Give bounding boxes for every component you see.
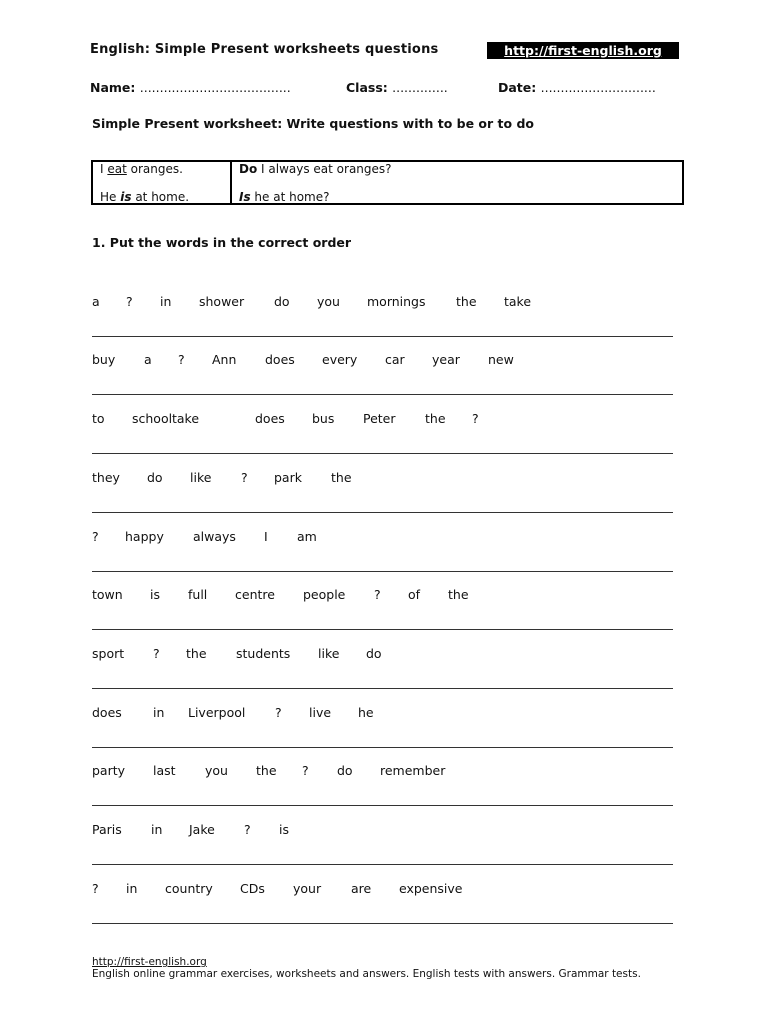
scrambled-word: he	[358, 705, 374, 720]
scrambled-word: is	[150, 587, 160, 602]
scrambled-word: do	[337, 763, 353, 778]
scrambled-word: new	[488, 352, 514, 367]
scrambled-word: ?	[275, 705, 282, 720]
scrambled-word: happy	[125, 529, 164, 544]
example-statement-1: I eat oranges.	[100, 162, 183, 176]
class-field[interactable]	[346, 80, 448, 95]
answer-line[interactable]	[92, 923, 673, 924]
table-divider	[230, 162, 232, 203]
question-row	[92, 529, 673, 545]
footer-text: English online grammar exercises, worksheets and answers. English tests with answers. Grammar tests.	[92, 968, 641, 980]
scrambled-word: the	[456, 294, 477, 309]
answer-line[interactable]	[92, 629, 673, 630]
scrambled-word: always	[193, 529, 236, 544]
answer-line[interactable]	[92, 805, 673, 806]
scrambled-word: last	[153, 763, 176, 778]
scrambled-word: ?	[92, 529, 99, 544]
scrambled-word: students	[236, 646, 291, 661]
answer-line[interactable]	[92, 688, 673, 689]
footer-site-link[interactable]: http://first-english.org	[92, 956, 207, 968]
answer-line[interactable]	[92, 571, 673, 572]
class-dots: ..............	[392, 80, 448, 95]
scrambled-word: park	[274, 470, 302, 485]
scrambled-word: mornings	[367, 294, 426, 309]
scrambled-word: like	[190, 470, 212, 485]
scrambled-word: of	[408, 587, 421, 602]
answer-line[interactable]	[92, 747, 673, 748]
scrambled-word: year	[432, 352, 460, 367]
scrambled-word: live	[309, 705, 332, 720]
scrambled-word: a	[144, 352, 152, 367]
question-row	[92, 881, 673, 897]
scrambled-word: expensive	[399, 881, 463, 896]
scrambled-word: ?	[472, 411, 479, 426]
scrambled-word: take	[504, 294, 532, 309]
scrambled-word: full	[188, 587, 208, 602]
scrambled-word: does	[92, 705, 122, 720]
name-label: Name:	[90, 80, 136, 95]
scrambled-word: every	[322, 352, 358, 367]
scrambled-word: does	[265, 352, 295, 367]
worksheet-title: English: Simple Present worksheets questions	[90, 42, 439, 57]
scrambled-word: take	[172, 411, 200, 426]
scrambled-word: sport	[92, 646, 125, 661]
date-dots: .............................	[540, 80, 656, 95]
scrambled-word: the	[448, 587, 469, 602]
class-label: Class:	[346, 80, 388, 95]
answer-line[interactable]	[92, 864, 673, 865]
question-row	[92, 587, 673, 603]
scrambled-word: ?	[302, 763, 309, 778]
scrambled-word: to	[92, 411, 105, 426]
scrambled-word: ?	[178, 352, 185, 367]
scrambled-word: you	[205, 763, 228, 778]
scrambled-word: do	[147, 470, 163, 485]
scrambled-word: do	[274, 294, 290, 309]
scrambled-word: ?	[92, 881, 99, 896]
scrambled-word: remember	[380, 763, 446, 778]
answer-line[interactable]	[92, 453, 673, 454]
scrambled-word: in	[151, 822, 163, 837]
example-question-2: Is he at home?	[239, 190, 330, 204]
header-site-link[interactable]: http://first-english.org	[487, 42, 679, 59]
scrambled-word: the	[186, 646, 207, 661]
scrambled-word: CDs	[240, 881, 265, 896]
example-table	[91, 160, 684, 205]
scrambled-word: Jake	[189, 822, 215, 837]
scrambled-word: centre	[235, 587, 275, 602]
scrambled-word: they	[92, 470, 120, 485]
name-field[interactable]	[90, 80, 291, 95]
scrambled-word: people	[303, 587, 346, 602]
scrambled-word: ?	[244, 822, 251, 837]
question-row	[92, 470, 673, 486]
example-question-1: Do I always eat oranges?	[239, 162, 392, 176]
scrambled-word: am	[297, 529, 317, 544]
scrambled-word: the	[425, 411, 446, 426]
scrambled-word: you	[317, 294, 340, 309]
scrambled-word: ?	[126, 294, 133, 309]
question-row	[92, 646, 673, 662]
question-row	[92, 411, 673, 427]
question-row	[92, 705, 673, 721]
scrambled-word: buy	[92, 352, 116, 367]
scrambled-word: town	[92, 587, 123, 602]
scrambled-word: in	[126, 881, 138, 896]
scrambled-word: the	[256, 763, 277, 778]
scrambled-word: your	[293, 881, 322, 896]
scrambled-word: country	[165, 881, 213, 896]
scrambled-word: ?	[153, 646, 160, 661]
scrambled-word: does	[255, 411, 285, 426]
scrambled-word: do	[366, 646, 382, 661]
scrambled-word: Ann	[212, 352, 237, 367]
answer-line[interactable]	[92, 512, 673, 513]
name-dots: ......................................	[139, 80, 291, 95]
instructions-heading: Simple Present worksheet: Write questions with to be or to do	[92, 116, 534, 131]
scrambled-word: car	[385, 352, 405, 367]
scrambled-word: I	[264, 529, 268, 544]
scrambled-word: Paris	[92, 822, 122, 837]
scrambled-word: ?	[241, 470, 248, 485]
answer-line[interactable]	[92, 336, 673, 337]
answer-line[interactable]	[92, 394, 673, 395]
scrambled-word: shower	[199, 294, 245, 309]
scrambled-word: Peter	[363, 411, 396, 426]
scrambled-word: the	[331, 470, 352, 485]
scrambled-word: ?	[374, 587, 381, 602]
scrambled-word: in	[160, 294, 172, 309]
date-label: Date:	[498, 80, 537, 95]
scrambled-word: school	[132, 411, 173, 426]
scrambled-word: like	[318, 646, 340, 661]
scrambled-word: party	[92, 763, 126, 778]
date-field[interactable]	[498, 80, 656, 95]
scrambled-word: bus	[312, 411, 335, 426]
scrambled-word: is	[279, 822, 289, 837]
scrambled-word: Liverpool	[188, 705, 246, 720]
example-statement-2: He is at home.	[100, 190, 190, 204]
scrambled-word: in	[153, 705, 165, 720]
question-row	[92, 822, 673, 838]
question-row	[92, 294, 673, 310]
scrambled-word: a	[92, 294, 100, 309]
question-row	[92, 352, 673, 368]
exercise-title: 1. Put the words in the correct order	[92, 235, 352, 250]
question-row	[92, 763, 673, 779]
scrambled-word: are	[351, 881, 372, 896]
